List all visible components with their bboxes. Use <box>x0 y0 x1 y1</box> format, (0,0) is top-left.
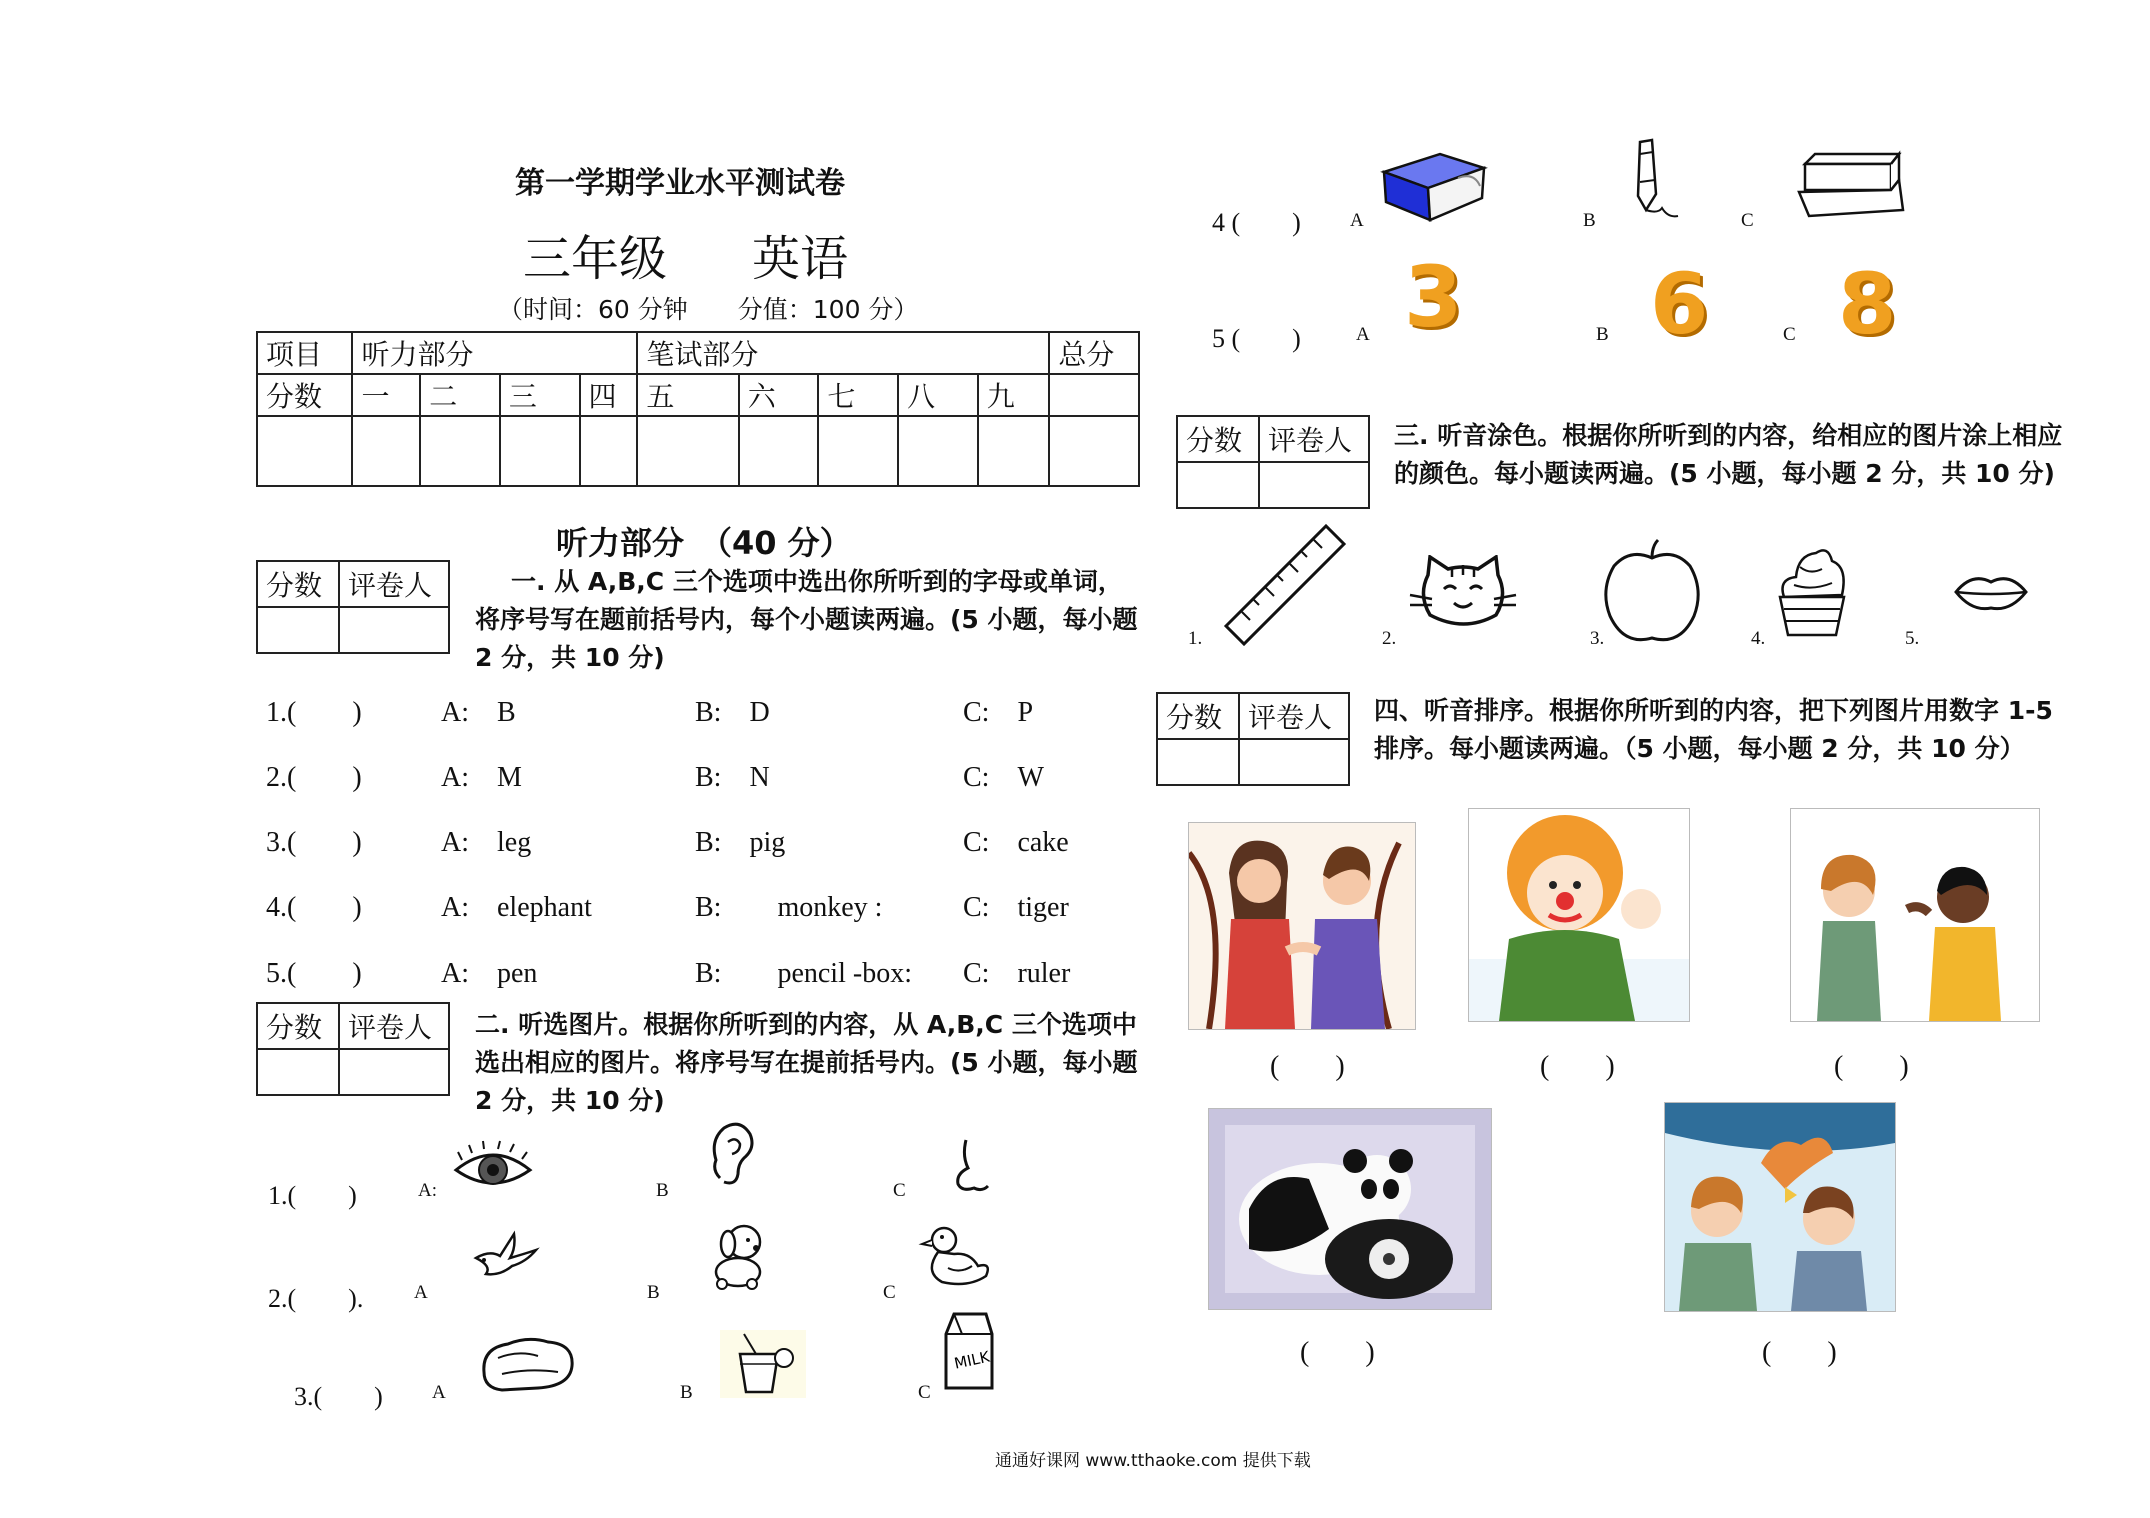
score-input-cell[interactable] <box>637 416 738 486</box>
section4-instruction: 四、听音排序。根据你所听到的内容，把下列图片用数字 1-5 排序。每小题读两遍。（5 小题，每小题 2 分，共 10 分） <box>1374 696 2053 763</box>
s2-q4-option-a: A <box>1350 210 1364 231</box>
s2-q1-option-b: B <box>656 1180 669 1201</box>
s2-q5-option-a: A <box>1356 324 1370 345</box>
grader-score-label: 分数 <box>257 561 339 607</box>
s3-label-1: 1. <box>1188 628 1203 649</box>
s2-q2-number: 2.( ). <box>268 1284 364 1313</box>
s2-q2-option-c: C <box>883 1282 896 1303</box>
grader-score-input[interactable] <box>257 607 339 653</box>
exam-meta: （时间：60 分钟 分值：100 分） <box>498 295 919 324</box>
s1-option-c: C: tiger <box>963 892 1069 923</box>
eye-icon <box>452 1140 534 1196</box>
score-table-cell: 四 <box>580 374 638 416</box>
cat-icon <box>1408 555 1518 635</box>
s2-q3-number: 3.( ) <box>294 1382 383 1411</box>
score-table-head-writing: 笔试部分 <box>637 332 1049 374</box>
score-table-cell: 六 <box>739 374 819 416</box>
exam-title: 第一学期学业水平测试卷 <box>515 166 845 201</box>
score-table-cell: 二 <box>420 374 500 416</box>
milk-icon <box>940 1308 998 1392</box>
digit-6: 6 <box>1650 255 1709 353</box>
grader-box-2 <box>256 1002 450 1096</box>
apple-icon <box>1600 538 1704 648</box>
s2-q4-option-c: C <box>1741 210 1754 231</box>
grader-box-3 <box>1176 415 1370 509</box>
s2-q5-option-b: B <box>1596 324 1609 345</box>
s3-label-5: 5. <box>1905 628 1920 649</box>
s2-q5-option-c: C <box>1783 324 1796 345</box>
listening-heading: 听力部分 （40 分） <box>556 524 852 562</box>
footer-credit: 通通好课网 www.tthaoke.com 提供下载 <box>995 1451 1311 1471</box>
s3-label-2: 2. <box>1382 628 1397 649</box>
section2-instruction: 二. 听选图片。根据你所听到的内容，从 A,B,C 三个选项中选出相应的图片。将序号写在提前括号内。(5 小题，每小题 2 分，共 10 分) <box>475 1010 1138 1115</box>
s1-option-b: B: pencil -box: <box>695 958 912 989</box>
s1-option-a: A: M <box>441 762 522 793</box>
s4-bracket-4: ( ) <box>1300 1337 1375 1368</box>
bread-icon <box>478 1334 578 1396</box>
section1-instruction: 一. 从 A,B,C 三个选项中选出你所听到的字母或单词，将序号写在题前括号内，每个小题读两遍。(5 小题，每小题 2 分，共 10 分) <box>475 567 1138 672</box>
duck-icon <box>918 1222 998 1292</box>
score-input-cell[interactable] <box>420 416 500 486</box>
mouth-icon <box>1952 570 2030 614</box>
score-table-cell: 八 <box>898 374 978 416</box>
s2-q5-number: 5 ( ) <box>1212 324 1301 353</box>
s2-q2-option-a: A <box>414 1282 428 1303</box>
s2-q3-option-b: B <box>680 1382 693 1403</box>
s4-bracket-1: ( ) <box>1270 1051 1345 1082</box>
bird-icon <box>470 1228 542 1284</box>
grader-score-label: 分数 <box>1157 693 1239 739</box>
score-table-cell <box>1049 374 1139 416</box>
eraser-icon <box>1378 146 1490 226</box>
score-table-cell: 分数 <box>257 374 352 416</box>
s1-option-c: C: P <box>963 697 1034 728</box>
s1-option-b: B: N <box>695 762 770 793</box>
dog-icon <box>700 1220 780 1292</box>
s3-label-4: 4. <box>1751 628 1766 649</box>
bird-illustration <box>1664 1102 1896 1312</box>
s1-question-number: 3.( ) <box>266 827 362 858</box>
s1-question-number: 4.( ) <box>266 892 362 923</box>
grader-score-input[interactable] <box>1177 462 1259 508</box>
score-input-cell[interactable] <box>739 416 819 486</box>
grader-score-label: 分数 <box>1177 416 1259 462</box>
panda-illustration <box>1208 1108 1492 1310</box>
crayon-icon <box>1618 138 1688 230</box>
juice-icon <box>720 1330 806 1398</box>
score-input-cell[interactable] <box>1049 416 1139 486</box>
svg-text:MILK: MILK <box>952 1347 992 1373</box>
score-table-head-listening: 听力部分 <box>352 332 637 374</box>
score-table-head-item: 项目 <box>257 332 352 374</box>
s1-option-b: B: pig <box>695 827 786 858</box>
grader-name-label: 评卷人 <box>1259 416 1369 462</box>
s1-question-number: 1.( ) <box>266 697 362 728</box>
s4-bracket-3: ( ) <box>1834 1051 1909 1082</box>
grader-name-label: 评卷人 <box>339 1003 449 1049</box>
greeting-illustration <box>1790 808 2040 1022</box>
score-table-cell: 五 <box>637 374 738 416</box>
grader-name-label: 评卷人 <box>1239 693 1349 739</box>
s3-label-3: 3. <box>1590 628 1605 649</box>
s1-question-number: 2.( ) <box>266 762 362 793</box>
digit-8: 8 <box>1838 255 1897 353</box>
s1-option-c: C: cake <box>963 827 1069 858</box>
grader-box-1 <box>256 560 450 654</box>
pencil-box-icon <box>1795 150 1907 222</box>
s2-q3-option-c: C <box>918 1382 931 1403</box>
s1-option-a: A: pen <box>441 958 538 989</box>
grader-score-input[interactable] <box>257 1049 339 1095</box>
grader-score-label: 分数 <box>257 1003 339 1049</box>
nose-icon <box>948 1136 994 1198</box>
s1-option-c: C: W <box>963 762 1044 793</box>
score-table <box>256 331 1140 487</box>
score-table-cell: 七 <box>818 374 898 416</box>
s2-q1-option-a: A: <box>418 1180 437 1201</box>
score-input-cell[interactable] <box>257 416 352 486</box>
ear-icon <box>706 1120 756 1190</box>
grader-name-input[interactable] <box>1239 739 1349 785</box>
s2-q4-option-b: B <box>1583 210 1596 231</box>
s2-q4-number: 4 ( ) <box>1212 208 1301 237</box>
grader-name-input[interactable] <box>339 1049 449 1095</box>
s1-option-c: C: ruler <box>963 958 1071 989</box>
ruler-icon <box>1222 522 1350 646</box>
grader-score-input[interactable] <box>1157 739 1239 785</box>
grader-name-input[interactable] <box>339 607 449 653</box>
s1-option-b: B: monkey : <box>695 892 883 923</box>
score-table-cell: 三 <box>500 374 580 416</box>
grader-name-label: 评卷人 <box>339 561 449 607</box>
s4-bracket-2: ( ) <box>1540 1051 1615 1082</box>
s4-bracket-5: ( ) <box>1762 1337 1837 1368</box>
digit-3: 3 <box>1404 248 1463 346</box>
s1-option-b: B: D <box>695 697 770 728</box>
score-input-cell[interactable] <box>978 416 1050 486</box>
clown-illustration <box>1468 808 1690 1022</box>
cake-icon <box>1770 545 1854 641</box>
score-input-cell[interactable] <box>898 416 978 486</box>
s1-question-number: 5.( ) <box>266 958 362 989</box>
score-input-cell[interactable] <box>352 416 420 486</box>
section3-instruction: 三. 听音涂色。根据你所听到的内容，给相应的图片涂上相应的颜色。每小题读两遍。(5 小题，每小题 2 分，共 10 分) <box>1394 421 2063 488</box>
score-input-cell[interactable] <box>500 416 580 486</box>
s1-option-a: A: elephant <box>441 892 592 923</box>
s1-option-a: A: leg <box>441 827 532 858</box>
score-table-cell: 一 <box>352 374 420 416</box>
grader-box-4 <box>1156 692 1350 786</box>
s2-q1-number: 1.( ) <box>268 1181 357 1210</box>
s2-q3-option-a: A <box>432 1382 446 1403</box>
grader-name-input[interactable] <box>1259 462 1369 508</box>
score-table-head-total: 总分 <box>1049 332 1139 374</box>
score-input-cell[interactable] <box>580 416 638 486</box>
s1-option-a: A: B <box>441 697 516 728</box>
s2-q1-option-c: C <box>893 1180 906 1201</box>
s2-q2-option-b: B <box>647 1282 660 1303</box>
handshake-illustration <box>1188 822 1416 1030</box>
subject-label: 英语 <box>752 231 849 287</box>
score-input-cell[interactable] <box>818 416 898 486</box>
grade-label: 三年级 <box>523 231 668 287</box>
score-table-cell: 九 <box>978 374 1050 416</box>
